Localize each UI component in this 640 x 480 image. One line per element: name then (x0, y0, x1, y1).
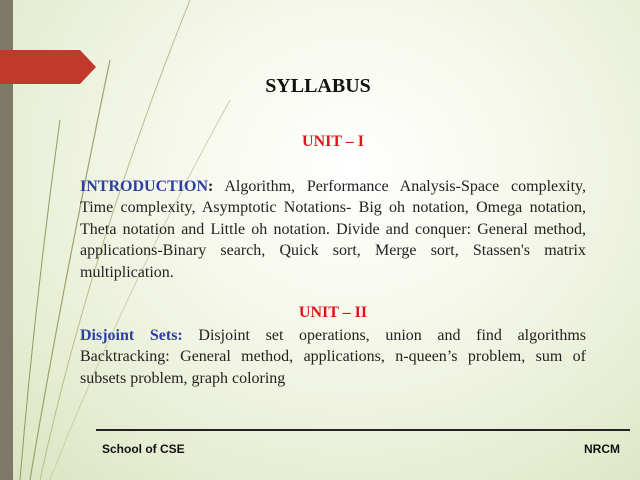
unit-1-separator: : (208, 178, 214, 195)
unit-1-paragraph (80, 176, 586, 283)
unit-2-body: Disjoint set operations, union and find algorithms Backtracking: General method, applications, n-queen’s problem, sum of subsets problem, graph coloring (80, 327, 587, 387)
footer-right-text: NRCM (584, 442, 620, 456)
unit-2-keyword: Disjoint Sets: (80, 327, 183, 344)
footer-divider (96, 429, 630, 431)
slide-title: SYLLABUS (265, 75, 371, 97)
unit-1-keyword: INTRODUCTION (80, 178, 209, 195)
unit-2-paragraph (80, 325, 586, 389)
footer-left-text: School of CSE (102, 442, 185, 456)
unit-2-heading: UNIT – II (298, 304, 368, 321)
unit-1-heading: UNIT – I (302, 133, 364, 150)
unit-1-body: Algorithm, Performance Analysis-Space complexity, Time complexity, Asymptotic Notations- Big oh notation, Omega notation, Theta notation and Little oh notation. Divide and conquer: General method, applications-Binary search, Quick sort, Merge sort, Stassen's matrix multiplication. (80, 178, 586, 281)
